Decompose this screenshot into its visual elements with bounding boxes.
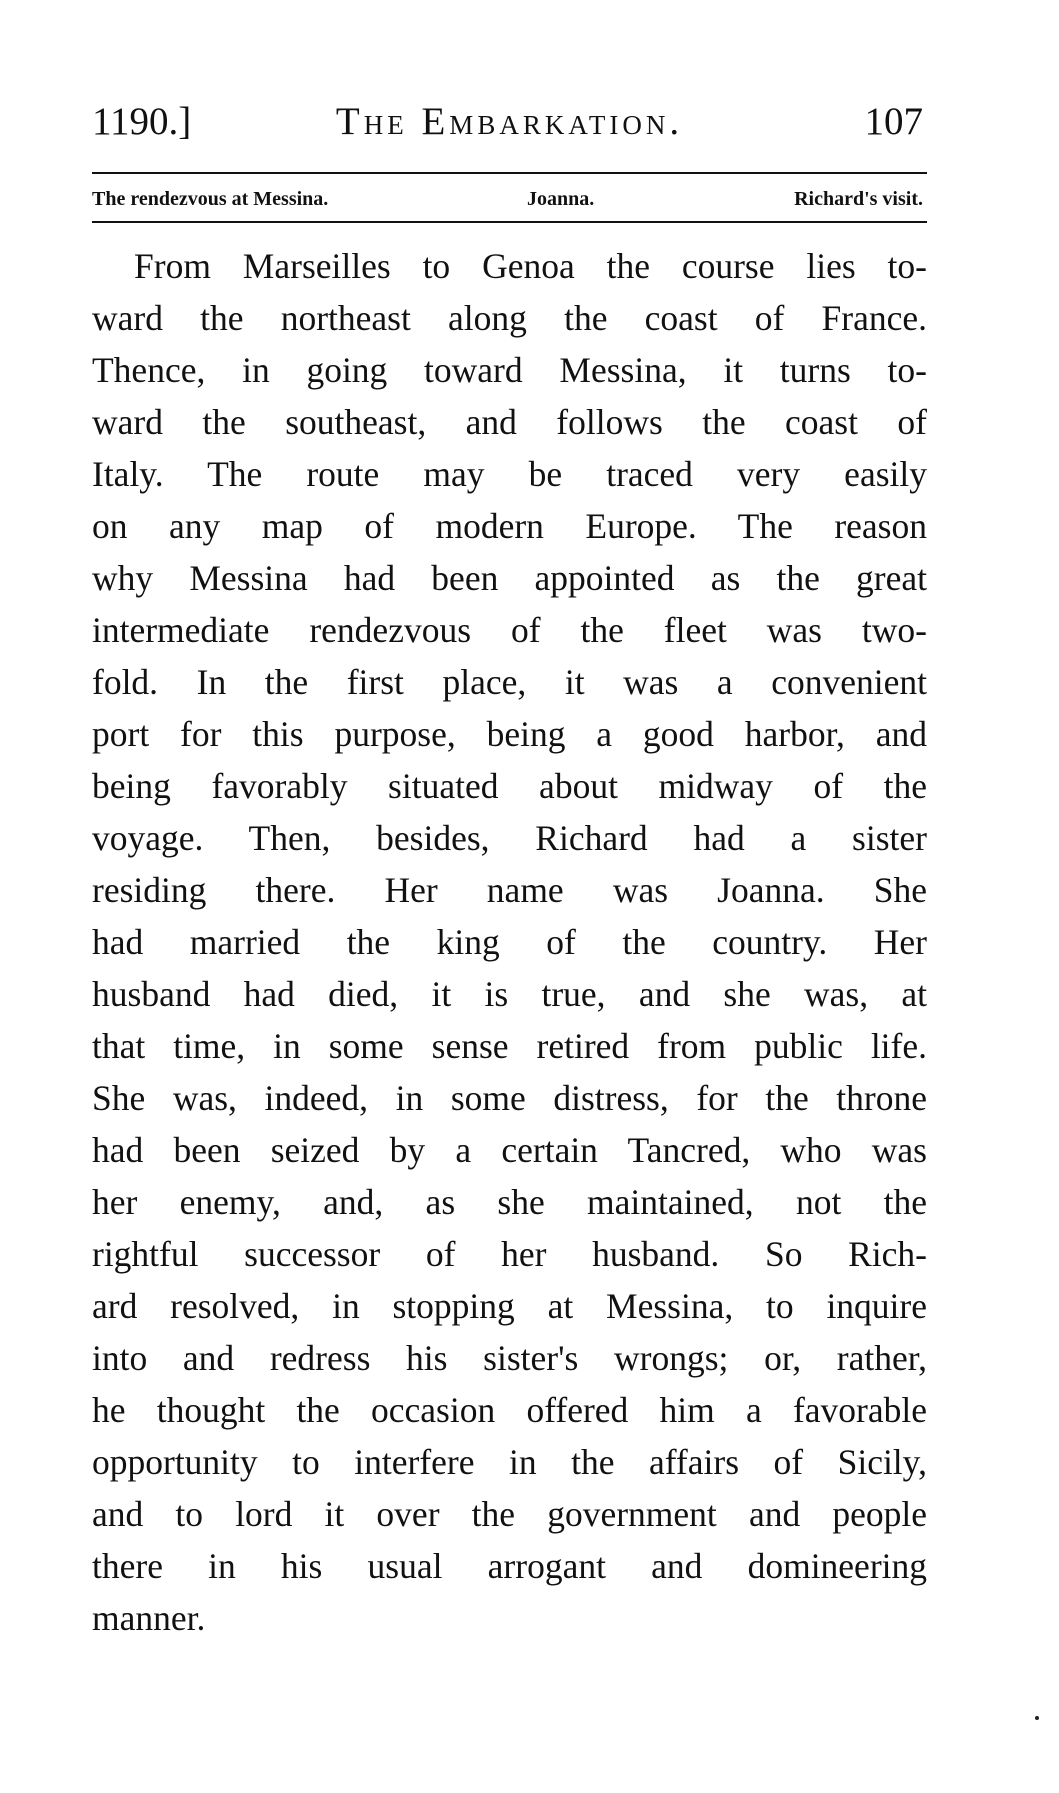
text-line: ard resolved, in stopping at Messina, to inquire <box>92 1286 927 1326</box>
body-paragraph <box>92 240 927 1644</box>
text-line: port for this purpose, being a good harbor, and <box>92 714 927 754</box>
text-line: her enemy, and, as she maintained, not the <box>92 1182 927 1222</box>
text-line: on any map of modern Europe. The reason <box>92 506 927 546</box>
text-line: and to lord it over the government and people <box>92 1494 927 1534</box>
page-number: 107 <box>864 100 923 143</box>
running-head-year: 1190.] <box>92 100 192 143</box>
text-line: fold. In the first place, it was a convenient <box>92 662 927 702</box>
text-line: rightful successor of her husband. So Rich- <box>92 1234 927 1274</box>
text-line: Italy. The route may be traced very easily <box>92 454 927 494</box>
print-speck <box>1035 1716 1039 1720</box>
text-line: manner. <box>92 1598 206 1638</box>
text-line: ward the northeast along the coast of France. <box>92 298 927 338</box>
top-rule <box>92 172 927 174</box>
text-line: ward the southeast, and follows the coast of <box>92 402 927 442</box>
text-line: had married the king of the country. Her <box>92 922 927 962</box>
subhead-left: The rendezvous at Messina. <box>92 188 329 210</box>
text-line: he thought the occasion offered him a favorable <box>92 1390 927 1430</box>
text-line: why Messina had been appointed as the great <box>92 558 927 598</box>
running-head <box>92 96 927 148</box>
text-line: that time, in some sense retired from public life. <box>92 1026 927 1066</box>
book-page <box>92 0 927 1793</box>
subheads <box>92 182 927 216</box>
text-line: husband had died, it is true, and she was, at <box>92 974 927 1014</box>
subhead-center: Joanna. <box>527 188 595 210</box>
subhead-right: Richard's visit. <box>794 188 923 210</box>
text-line: residing there. Her name was Joanna. She <box>92 870 927 910</box>
bottom-rule <box>92 221 927 223</box>
text-line: Thence, in going toward Messina, it turns to- <box>92 350 927 390</box>
running-head-title: The Embarkation. <box>335 100 684 143</box>
text-line: there in his usual arrogant and domineering <box>92 1546 927 1586</box>
text-line: had been seized by a certain Tancred, who was <box>92 1130 927 1170</box>
text-line: opportunity to interfere in the affairs of Sicily, <box>92 1442 927 1482</box>
text-line: voyage. Then, besides, Richard had a sister <box>92 818 927 858</box>
text-line: From Marseilles to Genoa the course lies to- <box>134 246 927 286</box>
text-line: She was, indeed, in some distress, for the throne <box>92 1078 927 1118</box>
text-line: into and redress his sister's wrongs; or, rather, <box>92 1338 927 1378</box>
text-line: being favorably situated about midway of the <box>92 766 927 806</box>
text-line: intermediate rendezvous of the fleet was two- <box>92 610 927 650</box>
